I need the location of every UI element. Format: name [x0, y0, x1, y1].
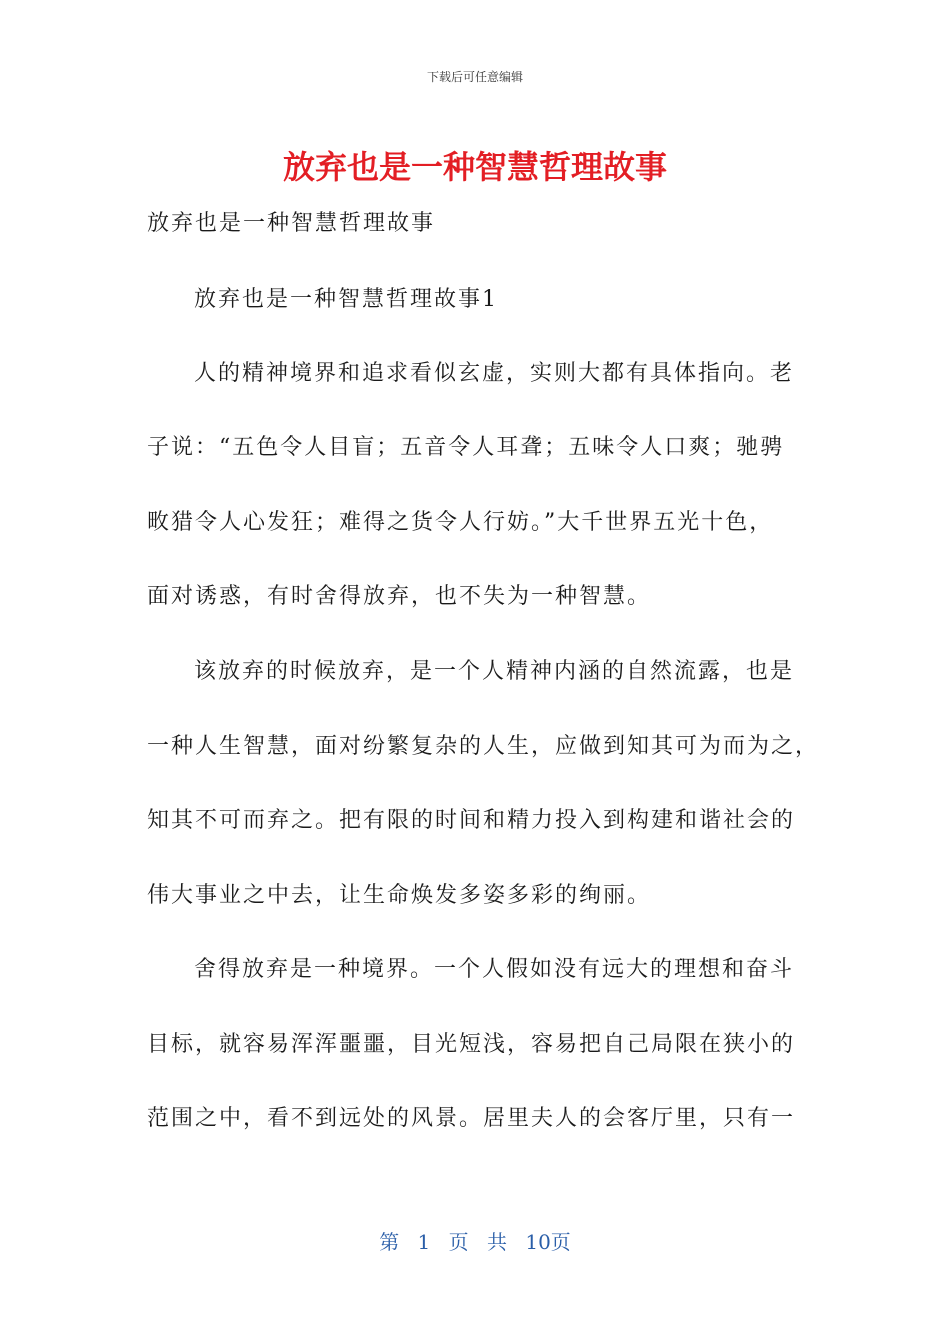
page-footer	[0, 1226, 950, 1255]
body-line: 知其不可而弃之。把有限的时间和精力投入到构建和谐社会的	[147, 808, 796, 833]
footer-ye: 页	[448, 1230, 469, 1254]
body-line: 面对诱惑，有时舍得放弃，也不失为一种智慧。	[147, 584, 652, 609]
footer-total-pages: 10页	[525, 1230, 571, 1254]
body-line: 舍得放弃是一种境界。一个人假如没有远大的理想和奋斗	[194, 957, 795, 982]
body-line: 一种人生智慧，面对纷繁复杂的人生，应做到知其可为而为之，	[147, 734, 820, 759]
footer-di: 第	[379, 1230, 400, 1254]
body-line: 人的精神境界和追求看似玄虚，实则大都有具体指向。老	[194, 361, 795, 386]
page-header: 下载后可任意编辑	[426, 70, 523, 84]
document-title: 放弃也是一种智慧哲理故事	[282, 148, 667, 186]
subtitle-line: 放弃也是一种智慧哲理故事	[147, 211, 436, 236]
footer-gong: 共	[487, 1230, 507, 1254]
body-line: 该放弃的时候放弃，是一个人精神内涵的自然流露，也是	[194, 659, 795, 684]
body-line: 范围之中，看不到远处的风景。居里夫人的会客厅里，只有一	[147, 1106, 796, 1131]
body-line: 目标，就容易浑浑噩噩，目光短浅，容易把自己局限在狭小的	[147, 1032, 796, 1057]
footer-page-number: 1	[417, 1230, 431, 1254]
body-line: 伟大事业之中去，让生命焕发多姿多彩的绚丽。	[147, 883, 652, 908]
body-line: 子说：“五色令人目盲；五音令人耳聋；五味令人口爽；驰骋	[147, 435, 785, 460]
body-line: 畋猎令人心发狂；难得之货令人行妨。”大千世界五光十色，	[147, 510, 774, 535]
section-heading: 放弃也是一种智慧哲理故事1	[194, 287, 498, 312]
